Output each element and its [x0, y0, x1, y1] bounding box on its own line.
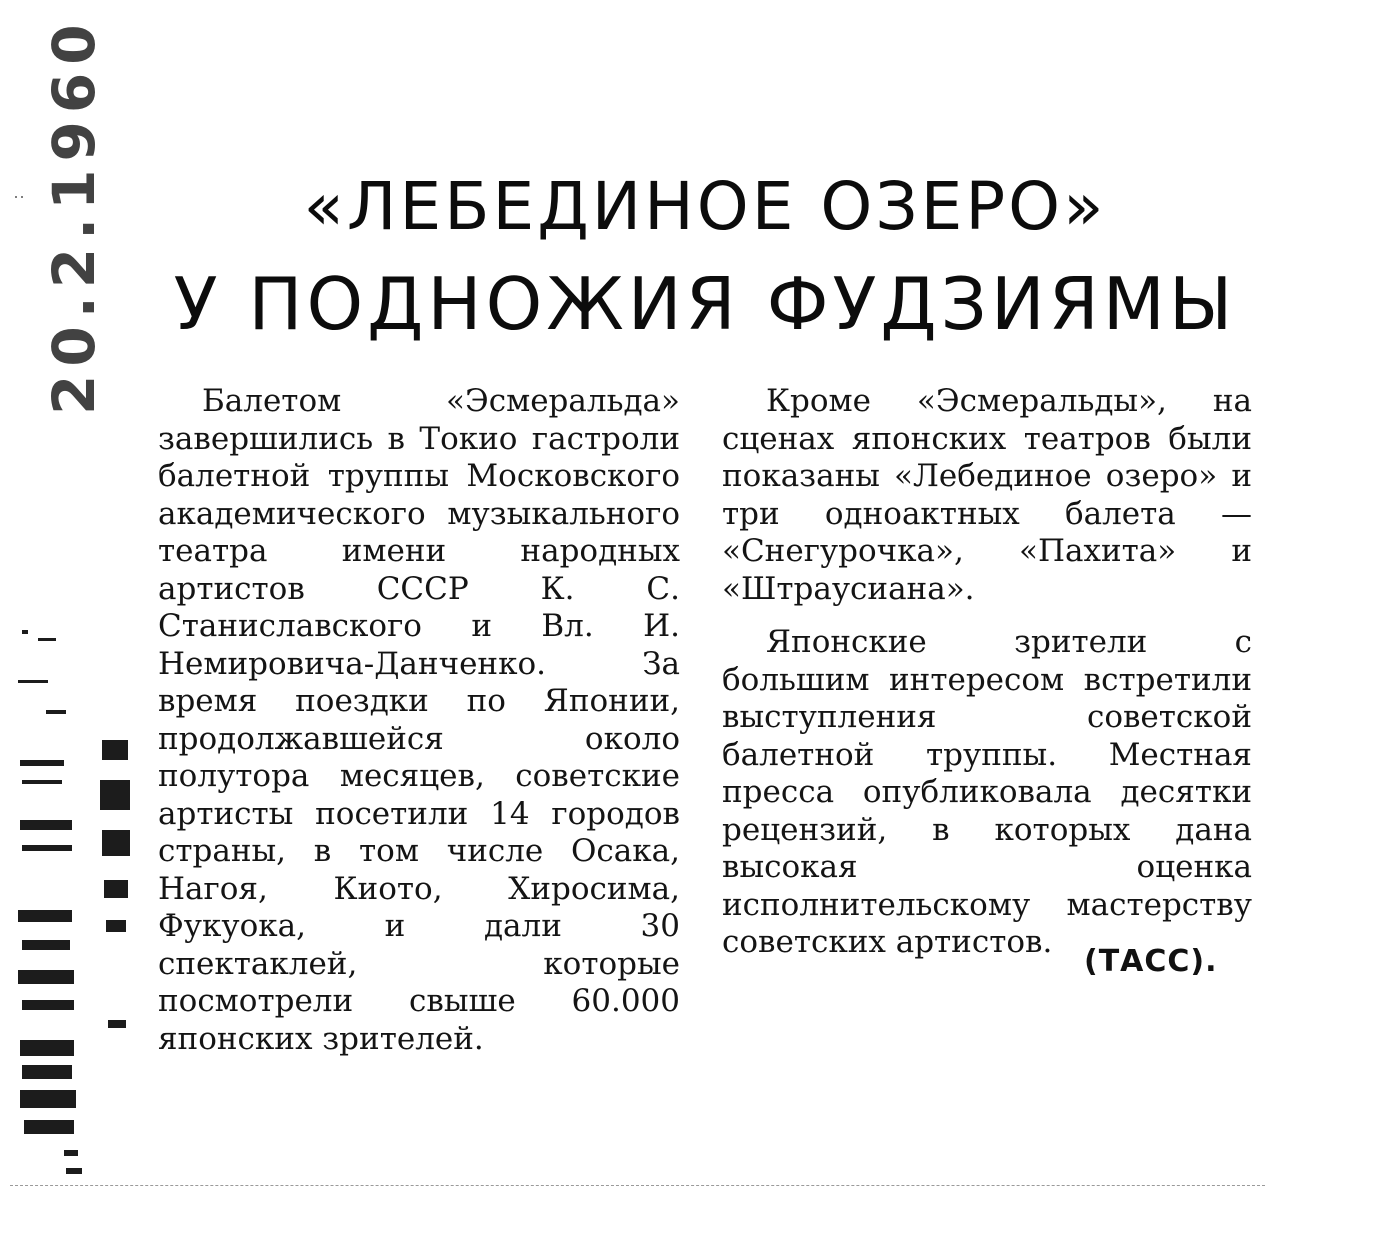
- headline-line-1: «ЛЕБЕДИНОЕ ОЗЕРО»: [303, 168, 1107, 245]
- agency-signature: (ТАСС).: [1084, 944, 1218, 979]
- clipping-bottom-edge: [10, 1185, 1265, 1186]
- margin-date-stamp: 20.2.1960: [40, 16, 108, 415]
- top-corner-dots: [14, 184, 24, 188]
- article-left-column: [158, 383, 680, 1058]
- margin-smudge-marks: [8, 620, 138, 1190]
- headline-line-2: У ПОДНОЖИЯ ФУДЗИЯМЫ: [173, 262, 1237, 346]
- left-paragraph: Балетом «Эсмеральда» завершились в Токио гастроли балетной труппы Московского академического музыкального театра имени народных артистов СССР К. С. Станиславского и Вл. И. Немировича-Данченко. За время поездки по Японии, продолжавшейся около полутора месяцев, советские артисты посетили 14 городов страны, в том числе Осака, Нагоя, Киото, Хиросима, Фукуока, и дали 30 спектаклей, которые посмотрели свыше 60.000 японских зрителей.: [158, 383, 680, 1057]
- article-right-column: [722, 383, 1252, 962]
- right-paragraph-2: Японские зрители с большим интересом встретили выступления советской балетной труппы. Местная пресса опубликовала десятки рецензий, в которых дана высокая оценка исполнительскому мастерству советских артистов.: [722, 624, 1252, 960]
- right-paragraph-1: Кроме «Эсмеральды», на сценах японских театров были показаны «Лебединое озеро» и три одноактных балета — «Снегурочка», «Пахита» и «Штраусиана».: [722, 383, 1252, 607]
